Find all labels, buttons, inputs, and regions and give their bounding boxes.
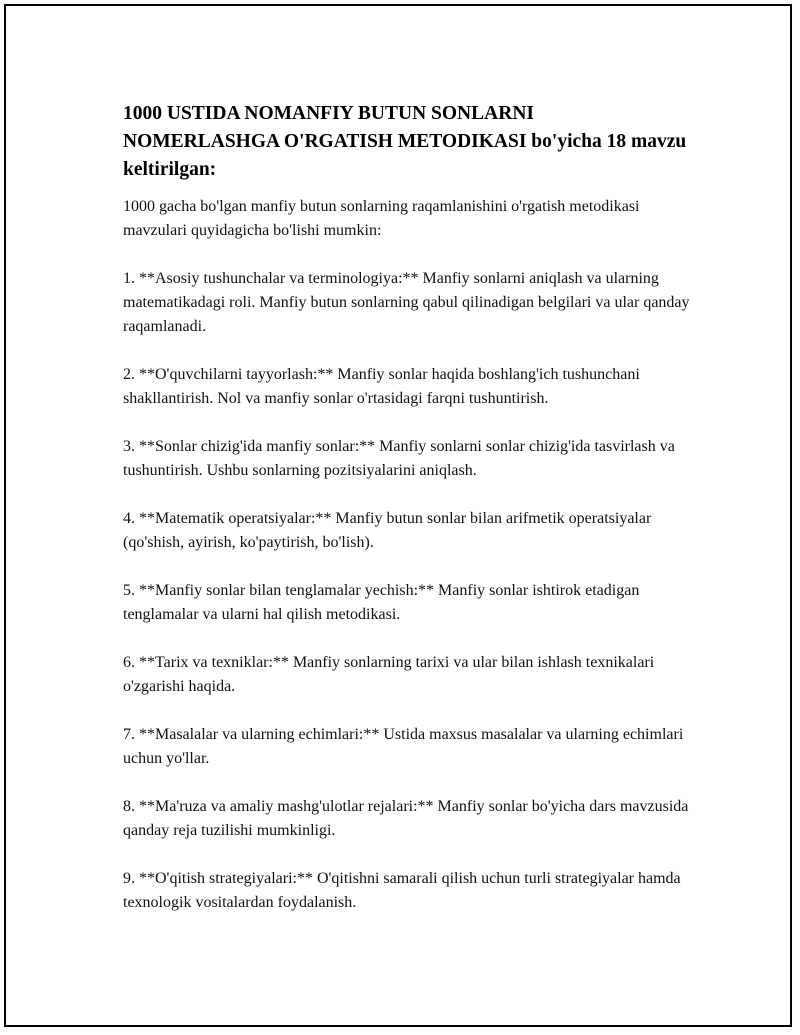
- page-frame: [4, 4, 792, 1027]
- intro-paragraph: 1000 gacha bo'lgan manfiy butun sonlarning raqamlanishini o'rgatish metodikasi mavzulari quyidagicha bo'lishi mumkin:: [123, 198, 640, 239]
- document-title: 1000 USTIDA NOMANFIY BUTUN SONLARNI NOMERLASHGA O'RGATISH METODIKASI bo'yicha 18 mavzu keltirilgan:: [123, 103, 687, 180]
- topic-item-3: 3. **Sonlar chizig'ida manfiy sonlar:** Manfiy sonlarni sonlar chizig'ida tasvirlash va tushuntirish. Ushbu sonlarning pozitsiyalarini aniqlash.: [123, 438, 675, 479]
- topic-item-4: 4. **Matematik operatsiyalar:** Manfiy butun sonlar bilan arifmetik operatsiyalar (qo'shish, ayirish, ko'paytirish, bo'lish).: [123, 510, 652, 551]
- topic-item-5: 5. **Manfiy sonlar bilan tenglamalar yechish:** Manfiy sonlar ishtirok etadigan tenglamalar va ularni hal qilish metodikasi.: [123, 582, 640, 623]
- topic-item-6: 6. **Tarix va texniklar:** Manfiy sonlarning tarixi va ular bilan ishlash texnikalari o'zgarishi haqida.: [123, 654, 655, 695]
- topic-item-1: 1. **Asosiy tushunchalar va terminologiya:** Manfiy sonlarni aniqlash va ularning matematikadagi roli. Manfiy butun sonlarning qabul qilinadigan belgilari va ular qanday raqamlanadi.: [123, 270, 690, 335]
- topic-item-7: 7. **Masalalar va ularning echimlari:** Ustida maxsus masalalar va ularning echimlari uchun yo'llar.: [123, 726, 684, 767]
- topic-item-2: 2. **O'quvchilarni tayyorlash:** Manfiy sonlar haqida boshlang'ich tushunchani shakllantirish. Nol va manfiy sonlar o'rtasidagi farqni tushuntirish.: [123, 366, 640, 407]
- topic-item-9: 9. **O'qitish strategiyalari:** O'qitishni samarali qilish uchun turli strategiyalar hamda texnologik vositalardan foydalanish.: [123, 870, 681, 911]
- document-body: [123, 100, 693, 939]
- topic-item-8: 8. **Ma'ruza va amaliy mashg'ulotlar rejalari:** Manfiy sonlar bo'yicha dars mavzusida qanday reja tuzilishi mumkinligi.: [123, 798, 689, 839]
